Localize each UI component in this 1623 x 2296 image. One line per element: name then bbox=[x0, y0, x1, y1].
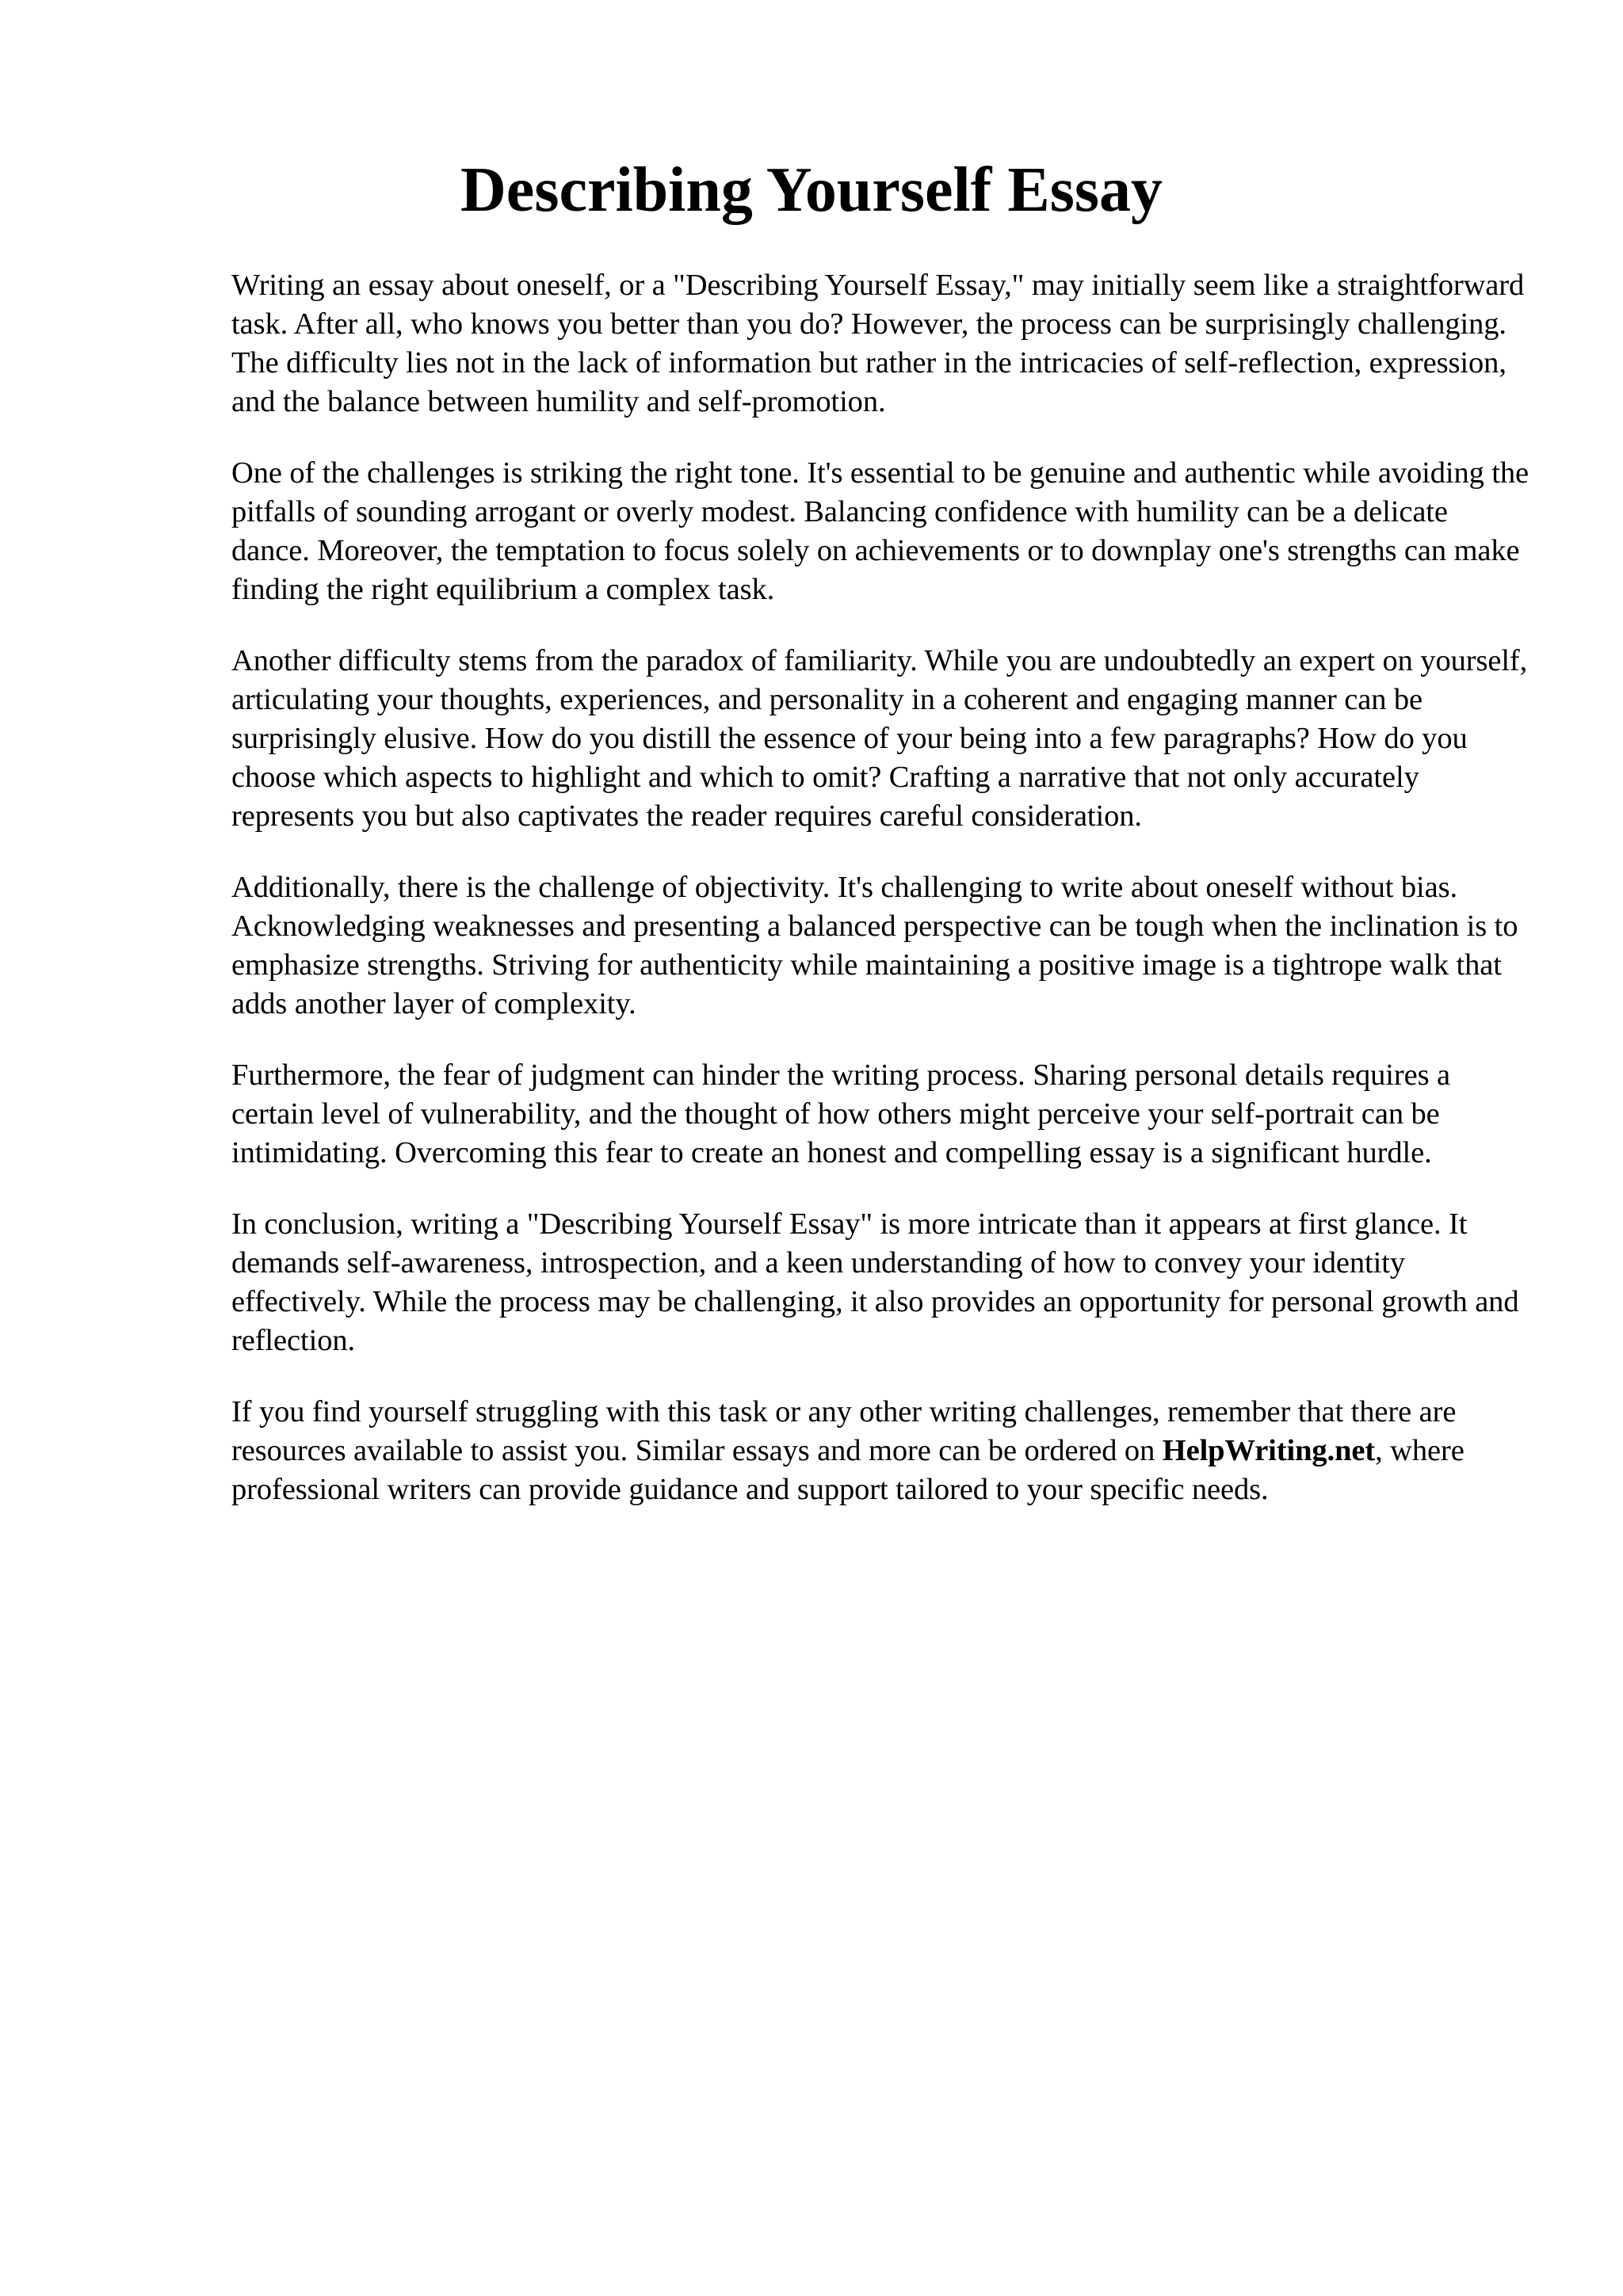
paragraph-3: Another difficulty stems from the paradox of familiarity. While you are undoubtedly an expert on yourself, articulating your thoughts, experiences, and personality in a coherent and engaging manner can be surprisingly elusive. How do you distill the essence of your being into a few paragraphs? How do you choose which aspects to highlight and which to omit? Crafting a narrative that not only accurately represents you but also captivates the reader requires careful consideration. bbox=[231, 644, 1528, 833]
paragraph-4: Additionally, there is the challenge of objectivity. It's challenging to write about oneself without bias. Acknowledging weaknesses and presenting a balanced perspective can be tough when the inclination is to emphasize strengths. Striving for authenticity while maintaining a positive image is a tightrope walk that adds another layer of complexity. bbox=[231, 871, 1518, 1020]
closing-text-after: , where professional writers can provide guidance and support tailored to your specific needs. bbox=[231, 1434, 1465, 1506]
closing-text-before: If you find yourself struggling with this task or any other writing challenges, remember that there are resources available to assist you. Similar essays and more can be ordered on bbox=[231, 1395, 1457, 1467]
essay-body bbox=[231, 266, 1531, 1542]
brand-name: HelpWriting.net bbox=[1162, 1434, 1376, 1467]
paragraph-1: Writing an essay about oneself, or a "Describing Yourself Essay," may initially seem like a straightforward task. After all, who knows you better than you do? However, the process can be surprisingly challenging. The difficulty lies not in the lack of information but rather in the intricacies of self-reflection, expression, and the balance between humility and self-promotion. bbox=[231, 269, 1525, 418]
paragraph-2: One of the challenges is striking the right tone. It's essential to be genuine and authentic while avoiding the pitfalls of sounding arrogant or overly modest. Balancing confidence with humility can be a delicate dance. Moreover, the temptation to focus solely on achievements or to downplay one's strengths can make finding the right equilibrium a complex task. bbox=[231, 456, 1529, 606]
page-title: Describing Yourself Essay bbox=[460, 155, 1163, 225]
paragraph-5: Furthermore, the fear of judgment can hinder the writing process. Sharing personal details requires a certain level of vulnerability, and the thought of how others might perceive your self-portrait can be intimidating. Overcoming this fear to create an honest and compelling essay is a significant hurdle. bbox=[231, 1058, 1450, 1169]
closing-paragraph bbox=[231, 1393, 1531, 1509]
paragraph-6: In conclusion, writing a "Describing Yourself Essay" is more intricate than it appears at first glance. It demands self-awareness, introspection, and a keen understanding of how to convey your identity effectively. While the process may be challenging, it also provides an opportunity for personal growth and reflection. bbox=[231, 1207, 1519, 1357]
